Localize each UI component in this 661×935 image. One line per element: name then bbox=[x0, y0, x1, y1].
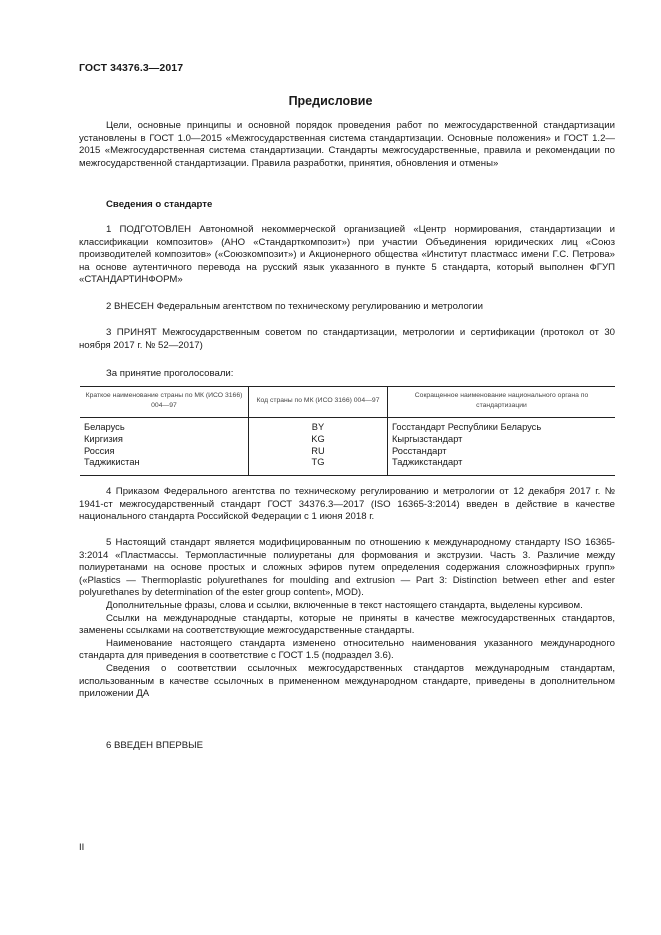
intro-text: Цели, основные принципы и основной порядок проведения работ по межгосударственной стандартизации установлены в ГОСТ 1.0—2015 «Межгосударственная система стандартизации. Основные положения» и ГОСТ 1.2—2015 «Межгосударственная система стандартизации. Стандарты межгосударственные, правила и рекомендации по межгосударственной стандартизации. Правила разработки, принятия, обновления и отмены» bbox=[79, 120, 615, 169]
item-2-text: 2 ВНЕСЕН Федеральным агентством по техническому регулированию и метрологии bbox=[106, 301, 484, 312]
table-row bbox=[80, 434, 615, 446]
header-national-body: Сокращенное наименование национального органа по стандартизации bbox=[388, 387, 616, 418]
item-3 bbox=[79, 327, 615, 352]
item-5-paragraph: Дополнительные фразы, слова и ссылки, включенные в текст настоящего стандарта, выделены курсивом. bbox=[106, 599, 583, 611]
header-country-code: Код страны по МК (ИСО 3166) 004—97 bbox=[249, 387, 388, 418]
item-1-text: 1 ПОДГОТОВЛЕН Автономной некоммерческой организацией «Центр нормирования, стандартизации и классификации композитов» (АНО «Стандарткомпозит») при участии Объединения юридических лиц «Союз производителей композитов» («Союзкомпозит») и Акционерного общества «Институт пластмасс имени Г.С. Петрова» на основе аутентичного перевода на русский язык указанного в пункте 5 стандарта, который выполнен ФГУП «СТАНДАРТИНФОРМ» bbox=[79, 224, 615, 286]
document-id-header: ГОСТ 34376.3—2017 bbox=[79, 62, 184, 74]
item-6 bbox=[79, 740, 615, 753]
member-states-table bbox=[80, 386, 615, 476]
country-name-cell: Таджикистан bbox=[84, 457, 140, 468]
page-number: II bbox=[79, 842, 85, 853]
table-row bbox=[80, 457, 615, 475]
header-country-name: Краткое наименование страны по МК (ИСО 3166) 004—97 bbox=[85, 392, 243, 409]
item-5-paragraph: Сведения о соответствии ссылочных межгосударственных стандартов международным стандартам, использованным в качестве ссылочных в примененном международном стандарте, приведены в дополнительном приложении ДА bbox=[79, 662, 615, 700]
intro-paragraph bbox=[79, 120, 615, 170]
vote-label: За принятие проголосовали: bbox=[106, 368, 234, 379]
country-code-cell: KG bbox=[249, 434, 388, 446]
item-5-paragraph: 5 Настоящий стандарт является модифицированным по отношению к международному стандарту ISO 16365-3:2014 «Пластмассы. Термопластичные полиуретаны для формования и экструзии. Часть 3. Различие между полиуретанами на основе простых и сложных эфиров путем определения содержания сложноэфирных групп» («Plastics — Thermoplastic polyurethanes for moulding and extrusion — Part 3: Distinction between ether and ester polyurethanes by determination of the ester group content», MOD). bbox=[79, 537, 615, 599]
info-heading-block bbox=[79, 199, 615, 212]
national-body-cell: Кыргызстандарт bbox=[388, 434, 616, 446]
country-code-cell: RU bbox=[249, 446, 388, 458]
item-4-text: 4 Приказом Федерального агентства по техническому регулированию и метрологии от 12 декабря 2017 г. № 1941-ст межгосударственный стандарт ГОСТ 34376.3—2017 (ISO 16365-3:2014) введен в действие в качестве национального стандарта Российской Федерации с 1 июня 2018 г. bbox=[79, 486, 615, 523]
item-5 bbox=[79, 537, 615, 701]
item-6-text: 6 ВВЕДЕН ВПЕРВЫЕ bbox=[106, 740, 204, 751]
item-5-paragraph: Наименование настоящего стандарта изменено относительно наименования указанного международного стандарта для приведения в соответствие с ГОСТ 1.5 (подраздел 3.6). bbox=[79, 637, 615, 662]
national-body-cell: Таджикстандарт bbox=[388, 457, 616, 475]
item-5-paragraph: Ссылки на международные стандарты, которые не приняты в качестве межгосударственных стандартов, заменены ссылками на соответствующие межгосударственные стандарты. bbox=[79, 612, 615, 637]
info-heading: Сведения о стандарте bbox=[106, 199, 213, 210]
table-row bbox=[80, 418, 615, 434]
country-name-cell: Россия bbox=[84, 445, 115, 456]
item-3-text: 3 ПРИНЯТ Межгосударственным советом по стандартизации, метрологии и сертификации (протокол от 30 ноября 2017 г. № 52—2017) bbox=[79, 327, 615, 351]
item-4 bbox=[79, 486, 615, 524]
country-code-cell: TG bbox=[249, 457, 388, 475]
table-header-row bbox=[80, 387, 615, 418]
country-name-cell: Беларусь bbox=[84, 422, 125, 432]
item-2 bbox=[79, 301, 615, 314]
table-row bbox=[80, 446, 615, 458]
national-body-cell: Росстандарт bbox=[388, 446, 616, 458]
country-code-cell: BY bbox=[249, 418, 388, 434]
page-title: Предисловие bbox=[288, 94, 373, 108]
country-name-cell: Киргизия bbox=[84, 433, 123, 444]
national-body-cell: Госстандарт Республики Беларусь bbox=[388, 418, 616, 434]
item-1 bbox=[79, 224, 615, 287]
